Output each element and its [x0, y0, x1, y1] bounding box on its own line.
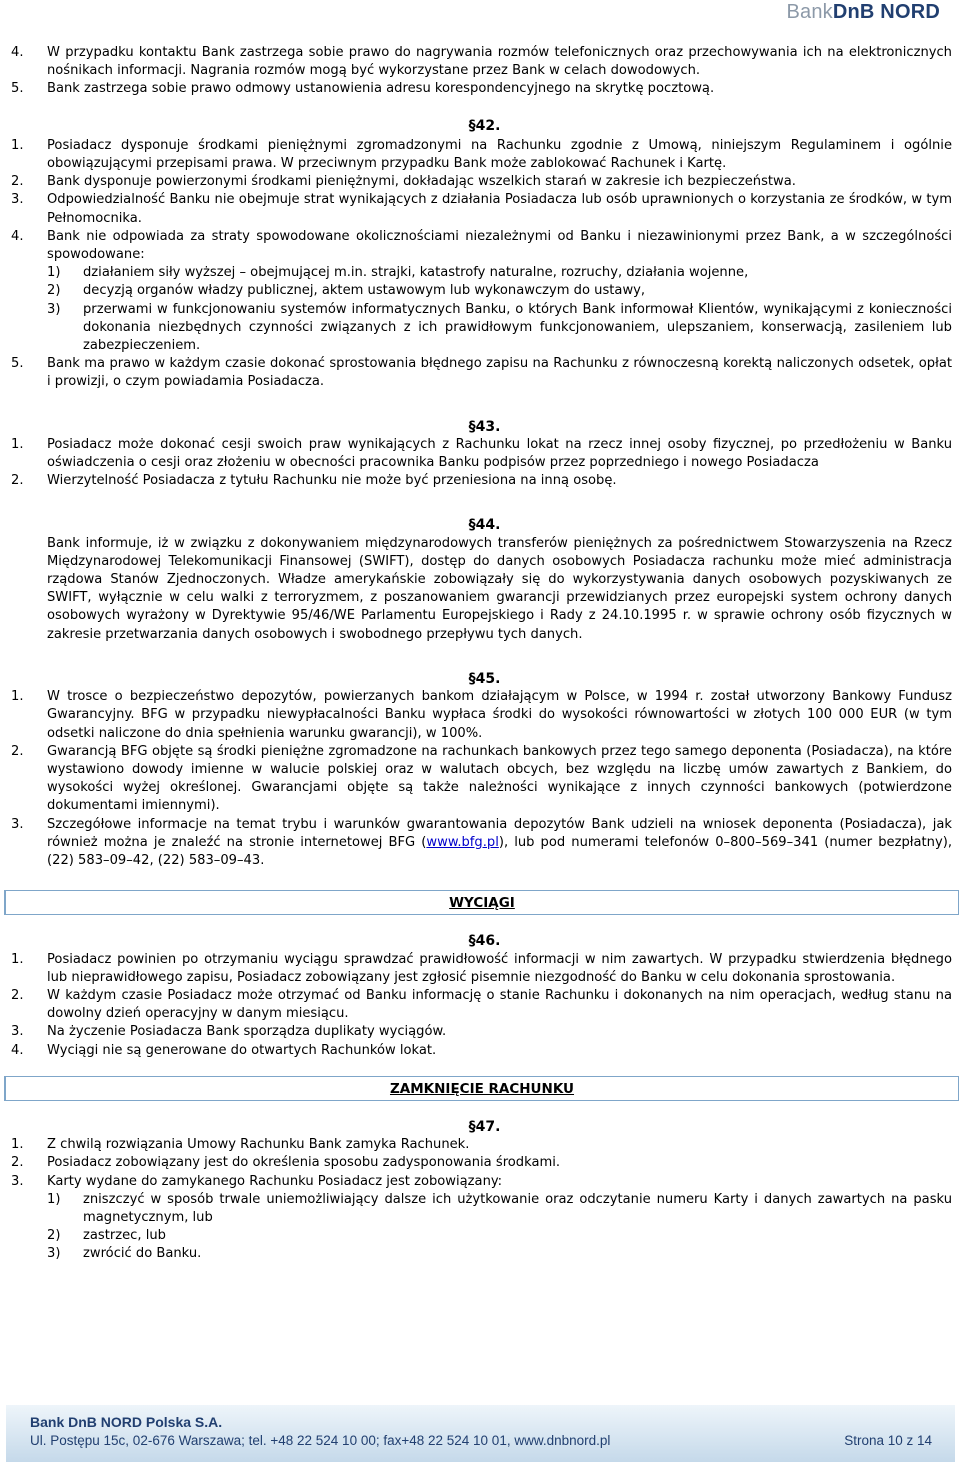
- list-item: [11, 355, 952, 391]
- section-heading-46: §46.: [468, 933, 501, 950]
- item-number: 3.: [11, 192, 24, 208]
- list-item: [11, 743, 952, 816]
- sub-item: [47, 1245, 952, 1263]
- sub-item-number: 3): [47, 301, 61, 317]
- chapter-title: ZAMKNIĘCIE RACHUNKU: [389, 1080, 575, 1097]
- item-text: Posiadacz zobowiązany jest do określenia sposobu zadysponowania środkami.: [47, 1155, 561, 1171]
- list-item: [11, 228, 952, 355]
- item-text: Z chwilą rozwiązania Umowy Rachunku Bank zamyka Rachunek.: [47, 1137, 470, 1153]
- item-text: W trosce o bezpieczeństwo depozytów, powierzanych bankom działającym w Polsce, w 1994 r. został utworzony Bankowy Fundusz Gwarancyjny. BFG w przypadku niewypłacalności Banku wypłaca środki do wysokości równowartości w złotych 100 000 EUR (w tym odsetki naliczone do dnia spełnienia warunku gwarancji), w 100%.: [47, 689, 952, 741]
- list-item: [11, 1023, 952, 1041]
- list-item: [11, 987, 952, 1023]
- item-number: 1.: [11, 689, 24, 705]
- item-text: Bank dysponuje powierzonymi środkami pieniężnymi, dokładając wszelkich starań w zakresie ich bezpieczeństwa.: [47, 174, 796, 190]
- item-text: Karty wydane do zamykanego Rachunku Posiadacz jest zobowiązany:: [47, 1173, 503, 1189]
- sub-item-text: działaniem siły wyższej – obejmującej m.in. strajki, katastrofy naturalne, rozruchy, działania wojenne,: [83, 265, 749, 281]
- paragraph-swift: Bank informuje, iż w związku z dokonywaniem międzynarodowych transferów pieniężnych za pośrednictwem Stowarzyszenia na Rzecz Międzynarodowej Telekomunikacji Finansowej (SWIFT), dostęp do danych osobowych Posiadacza rachunku może mieć administracja rządowa Stanów Zjednoczonych. Władze amerykańskie zobowiązały się do wykorzystywania danych osobowych pozyskiwanych ze SWIFT, wyłącznie w celu walki z terroryzmem, z poszanowaniem gwarancji przewidzianych przez europejski system ochrony danych osobowych wyrażony w Dyrektywie 95/46/WE Parlamentu Europejskiego i Rady z 24.10.1995 r. w sprawie ochrony osób fizycznych w zakresie przetwarzania danych osobowych i swobodnego przepływu tych danych.: [47, 535, 952, 642]
- section-heading-45: §45.: [468, 670, 501, 687]
- sub-item-number: 2): [47, 283, 61, 299]
- item-text: Szczegółowe informacje na temat trybu i warunków gwarantowania depozytów Bank udzieli na wniosek deponenta (Posiadacza), jak również można je znaleźć na stronie internetowej BFG (: [47, 816, 952, 850]
- page-footer: [6, 1405, 955, 1462]
- logo-part-dnbnord: DnB NORD: [832, 1, 940, 23]
- item-number: 2.: [11, 1155, 24, 1171]
- item-number: 3.: [11, 816, 24, 832]
- list-item: [11, 1154, 952, 1172]
- item-text: W przypadku kontaktu Bank zastrzega sobie prawo do nagrywania rozmów telefonicznych oraz przechowywania ich na elektronicznych nośnikach informacji. Nagrania rozmów mogą być wykorzystane przez Bank w celach dowodowych.: [47, 45, 952, 79]
- item-text: Posiadacz powinien po otrzymaniu wyciągu sprawdzać prawidłowość informacji w nim zawartych. W przypadku stwierdzenia błędnego lub nieprawidłowego zapisu, Posiadacz zobowiązany jest zgłosić pisemnie niezgodność do Banku w celu dokonania sprostowania.: [47, 951, 952, 985]
- item-number: 4.: [11, 1042, 24, 1058]
- item-number: 3.: [11, 1024, 24, 1040]
- chapter-header-zamkniecie: [4, 1076, 959, 1101]
- sub-item-text: przerwami w funkcjonowaniu systemów informatycznych Banku, o których Bank informował Klientów, wynikającymi z konieczności dokonania niezbędnych czynności związanych z ich prawidłowym funkcjonowaniem, ulepszaniem, konserwacją, zasileniem lub zabezpieczeniem.: [83, 301, 952, 354]
- item-text: Gwarancją BFG objęte są środki pieniężne zgromadzone na rachunkach bankowych przez tego samego deponenta (Posiadacza), na które wystawiono dowody imienne w walucie polskiej oraz w walutach obcych, bez względu na liczbę umów zawartych z Bankiem, do wysokości wyżej określonej. Gwarancjami objęte są także należności wynikające z innych czynności bankowych (potwierdzone dokumentami imiennymi).: [47, 743, 952, 814]
- bank-logo: [786, 1, 940, 24]
- list-item: [11, 436, 952, 472]
- item-number: 5.: [11, 81, 24, 97]
- list-item: [11, 80, 952, 98]
- list-item: [11, 688, 952, 743]
- item-number: 4.: [11, 45, 24, 60]
- sub-item: [47, 1191, 952, 1227]
- section-heading-44: §44.: [468, 517, 501, 534]
- sub-item: [47, 282, 952, 300]
- footer-page-number: Strona 10 z 14: [844, 1433, 932, 1448]
- sub-item-text: zniszczyć w sposób trwale uniemożliwiający dalsze ich użytkowanie oraz odczytanie numeru Karty i danych zawartych na pasku magnetycznym, lub: [83, 1191, 952, 1225]
- item-number: 2.: [11, 174, 24, 190]
- item-text: Wyciągi nie są generowane do otwartych Rachunków lokat.: [47, 1042, 437, 1058]
- item-number: 3.: [11, 1173, 24, 1189]
- sub-item: [47, 264, 952, 282]
- sub-item-text: zwrócić do Banku.: [83, 1246, 202, 1262]
- sub-item-number: 1): [47, 1191, 61, 1207]
- item-number: 5.: [11, 356, 24, 372]
- list-item: [11, 1136, 952, 1154]
- item-text: Na życzenie Posiadacza Bank sporządza duplikaty wyciągów.: [47, 1024, 447, 1040]
- item-text: Odpowiedzialność Banku nie obejmuje strat wynikających z działania Posiadacza lub osób uprawnionych o korzystania ze środków, w tym Pełnomocnika.: [47, 192, 952, 226]
- item-text: Wierzytelność Posiadacza z tytułu Rachunku nie może być przeniesiona na inną osobę.: [47, 473, 617, 489]
- item-number: 2.: [11, 987, 24, 1003]
- chapter-title: WYCIĄGI: [449, 895, 515, 912]
- sub-item-number: 1): [47, 265, 61, 281]
- document-body: [11, 44, 952, 1264]
- sub-item: [47, 301, 952, 356]
- list-item: [11, 816, 952, 871]
- list-item: [11, 1042, 952, 1060]
- section-heading-47: §47.: [468, 1118, 501, 1135]
- item-text: Bank ma prawo w każdym czasie dokonać sprostowania błędnego zapisu na Rachunku z równoczesną korektą naliczonych odsetek, opłat i prowizji, o czym powiadamia Posiadacza.: [47, 356, 952, 390]
- item-number: 1.: [11, 436, 24, 452]
- sub-item-text: zastrzec, lub: [83, 1228, 166, 1244]
- item-text: Bank nie odpowiada za straty spowodowane okolicznościami niezależnymi od Banku i niezawinionymi przez Bank, a w szczególności spowodowane:: [47, 228, 952, 263]
- sub-item-text: decyzją organów władzy publicznej, aktem ustawowym lub wykonawczym do ustawy,: [83, 283, 646, 299]
- item-number: 2.: [11, 473, 24, 489]
- section-heading-43: §43.: [468, 418, 501, 435]
- item-number: 1.: [11, 951, 24, 967]
- sub-item-number: 2): [47, 1228, 61, 1244]
- list-item: [11, 191, 952, 227]
- item-number: 1.: [11, 1137, 24, 1153]
- list-item: [11, 1173, 952, 1264]
- item-number: 4.: [11, 228, 24, 244]
- item-number: 1.: [11, 137, 24, 153]
- item-text: Posiadacz może dokonać cesji swoich praw wynikających z Rachunku lokat na rzecz innej osoby fizycznej, po przedłożeniu w Banku oświadczenia o cesji oraz złożeniu w obecności pracownika Banku podpisów przez poprzedniego i nowego Posiadacza: [47, 436, 952, 471]
- sub-item: [47, 1227, 952, 1245]
- chapter-header-wyciagi: [4, 890, 959, 915]
- sub-item-number: 3): [47, 1246, 61, 1262]
- list-item: [11, 472, 952, 490]
- logo-part-bank: Bank: [786, 1, 833, 23]
- list-item: [11, 137, 952, 173]
- item-text: Bank zastrzega sobie prawo odmowy ustanowienia adresu korespondencyjnego na skrytkę pocztową.: [47, 81, 715, 97]
- list-item: [11, 951, 952, 987]
- footer-address: Ul. Postępu 15c, 02-676 Warszawa; tel. +48 22 524 10 00; fax+48 22 524 10 01, www.dnbnord.pl: [30, 1433, 611, 1448]
- item-text-continued: ), lub pod numerami telefonów 0–800–569–341 (numer bezpłatny), (22) 583–09–42, (22) 583–09–43.: [47, 834, 952, 868]
- list-item: [11, 44, 952, 80]
- footer-company-name: Bank DnB NORD Polska S.A.: [30, 1414, 223, 1430]
- item-text: W każdym czasie Posiadacz może otrzymać od Banku informację o stanie Rachunku i dokonanych na nim operacjach, według stanu na dowolny dzień operacyjny w danym miesiącu.: [47, 987, 952, 1022]
- section-heading-42: §42.: [468, 117, 501, 134]
- list-item: [11, 173, 952, 191]
- item-number: 2.: [11, 743, 24, 759]
- item-text: Posiadacz dysponuje środkami pieniężnymi zgromadzonymi na Rachunku zgodnie z Umową, niniejszym Regulaminem i ogólnie obowiązującymi przepisami prawa. W przeciwnym przypadku Bank może zablokować Rachunek i Kartę.: [47, 137, 952, 172]
- bfg-link[interactable]: www.bfg.pl: [426, 834, 499, 850]
